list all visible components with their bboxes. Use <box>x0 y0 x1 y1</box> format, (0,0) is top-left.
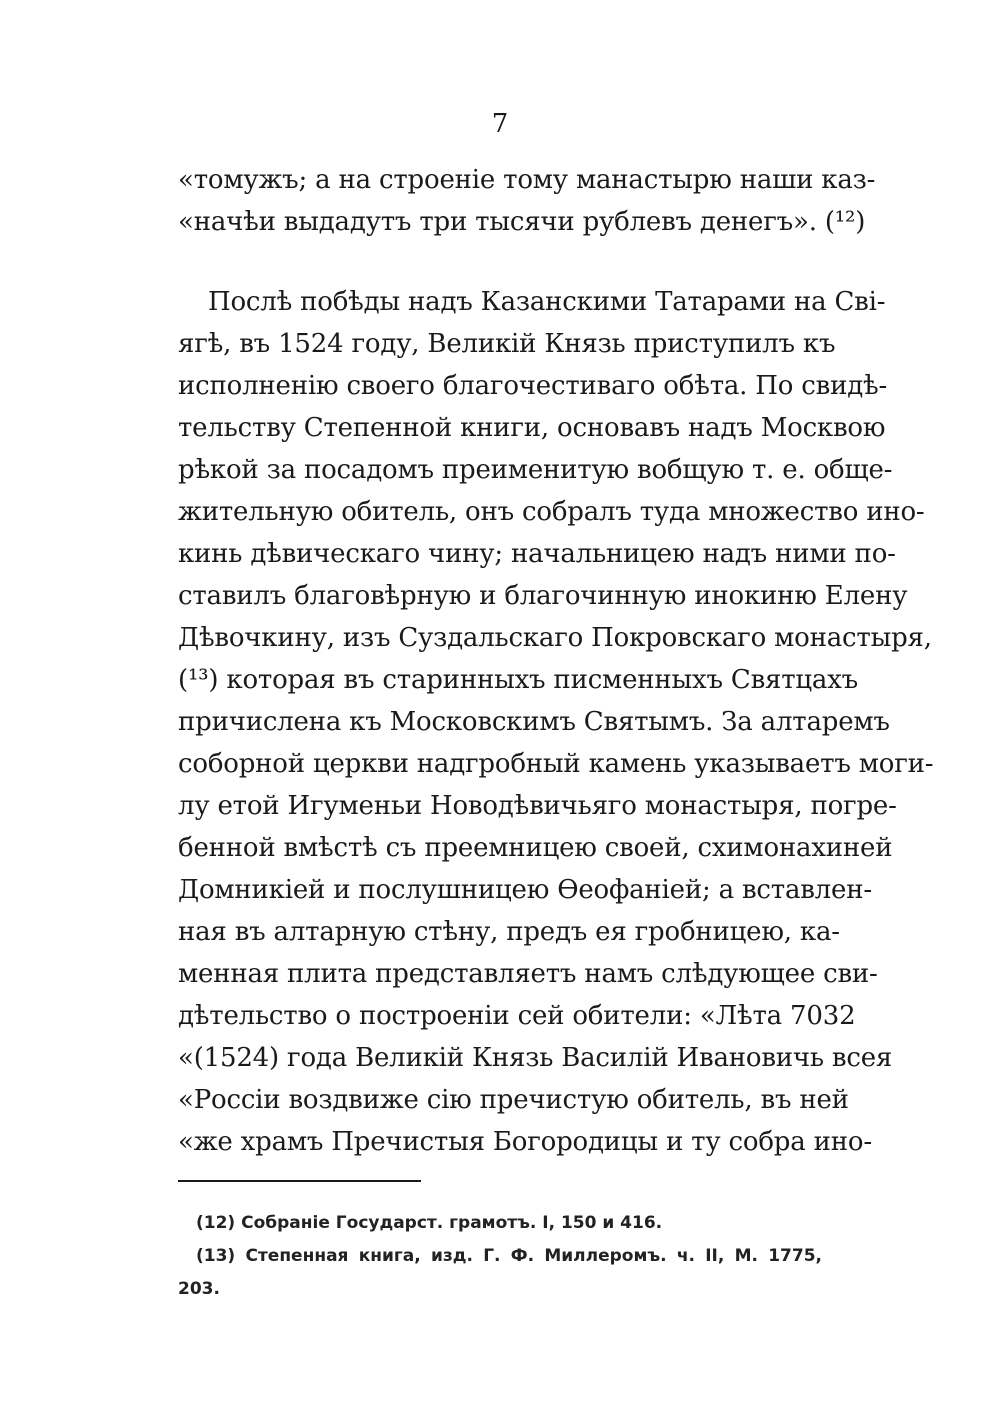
text-line: кинь дѣвическаго чину; начальницею надъ ними по- <box>178 539 896 569</box>
footnote-13-continuation: 203. <box>178 1279 220 1299</box>
text-line: тельству Степенной книги, основавъ надъ Москвою <box>178 413 886 443</box>
text-line: причислена къ Московскимъ Святымъ. За алтаремъ <box>178 707 890 737</box>
text-line: «же храмъ Пречистыя Богородицы и ту собра ино- <box>178 1127 872 1157</box>
text-line: «Россіи воздвиже сію пречистую обитель, въ ней <box>178 1085 849 1115</box>
footnote-separator <box>178 1180 421 1182</box>
text-line: лу етой Игуменьи Новодѣвичьяго монастыря, погре- <box>178 791 897 821</box>
text-line: рѣкой за посадомъ преименитую вобщую т. е. обще- <box>178 455 893 485</box>
text-line: «начѣи выдадутъ три тысячи рублевъ денегъ». (¹²) <box>178 207 866 237</box>
text-line: «(1524) года Великій Князь Василій Ивановичь всея <box>178 1043 893 1073</box>
paragraph-first-line: Послѣ побѣды надъ Казанскими Татарами на Сві- <box>208 287 886 317</box>
text-line: соборной церкви надгробный камень указываетъ моги- <box>178 749 934 779</box>
footnote-13: (13) Степенная книга, изд. Г. Ф. Миллеромъ. ч. II, М. 1775, <box>196 1246 822 1266</box>
text-line: бенной вмѣстѣ съ преемницею своей, схимонахиней <box>178 833 893 863</box>
text-line: (¹³) которая въ старинныхъ писменныхъ Святцахъ <box>178 665 859 695</box>
text-line: Домникіей и послушницею Ѳеофаніей; а вставлен- <box>178 875 872 905</box>
page-number: 7 <box>491 109 509 139</box>
text-line: Дѣвочкину, изъ Суздальскаго Покровскаго монастыря, <box>178 623 932 653</box>
text-line: ставилъ благовѣрную и благочинную инокиню Елену <box>178 581 908 611</box>
text-line: исполненію своего благочестиваго обѣта. По свидѣ- <box>178 371 888 401</box>
text-line: ягѣ, въ 1524 году, Великій Князь приступилъ къ <box>178 329 836 359</box>
footnote-12: (12) Собраніе Государст. грамотъ. I, 150 и 416. <box>196 1213 663 1233</box>
text-line: жительную обитель, онъ собралъ туда множество ино- <box>178 497 925 527</box>
text-line: менная плита представляетъ намъ слѣдующее сви- <box>178 959 878 989</box>
text-line: «томужъ; а на строеніе тому манастырю наши каз- <box>178 165 876 195</box>
text-line: дѣтельство о построеніи сей обители: «Лѣта 7032 <box>178 1001 856 1031</box>
text-line: ная въ алтарную стѣну, предъ ея гробницею, ка- <box>178 917 840 947</box>
